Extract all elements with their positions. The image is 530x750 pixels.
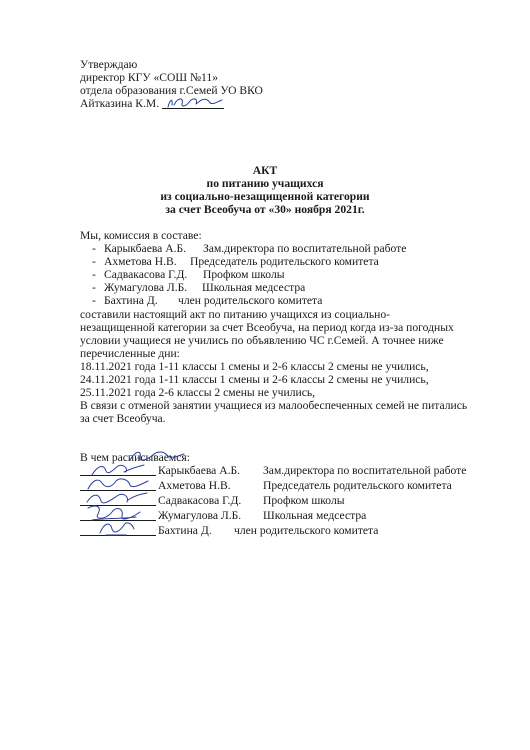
approval-line-2: директор КГУ «СОШ №11» bbox=[80, 71, 218, 84]
title-line-3: из социально-незащищенной категории bbox=[160, 190, 370, 203]
title-line-4: за счет Всеобуча от «30» ноября 2021г. bbox=[165, 203, 365, 216]
signature-5 bbox=[96, 517, 140, 539]
director-signature bbox=[164, 95, 226, 111]
commission-name: Жумагулова Л.Б. bbox=[104, 281, 188, 294]
body-line-7: 25.11.2021 года 2-6 классы 2 смены не учились, bbox=[80, 386, 316, 399]
approval-line-4: Айтказина К.М. bbox=[80, 97, 160, 110]
intro-line: Мы, комиссия в составе: bbox=[80, 229, 202, 242]
body-line-8: В связи с отменой занятии учащиеся из малообеспеченных семей не питались bbox=[80, 399, 468, 412]
signature-role: Профком школы bbox=[263, 494, 345, 507]
signature-name: Жумагулова Л.Б. bbox=[158, 509, 242, 522]
signature-name: Карыкбаева А.Б. bbox=[158, 464, 241, 477]
commission-role: Профком школы bbox=[203, 268, 285, 281]
approval-line-1: Утверждаю bbox=[80, 58, 138, 71]
commission-role: Зам.директора по воспитательной работе bbox=[203, 242, 407, 255]
commission-name: Карыкбаева А.Б. bbox=[104, 242, 187, 255]
body-line-2: незащищенной категории за счет Всеобуча, на период когда из-за погодных bbox=[80, 321, 454, 334]
commission-name: Ахметова Н.В. bbox=[104, 255, 177, 268]
body-line-9: за счет Всеобуча. bbox=[80, 412, 166, 425]
body-line-3: условии учащиеся не учились по объявлению ЧС г.Семей. А точнее ниже bbox=[80, 334, 444, 347]
title-line-1: АКТ bbox=[252, 164, 278, 177]
signature-name: Садвакасова Г.Д. bbox=[158, 494, 242, 507]
commission-role: Председатель родительского комитета bbox=[190, 255, 379, 268]
commission-role: Школьная медсестра bbox=[202, 281, 306, 294]
body-line-4: перечисленные дни: bbox=[80, 347, 180, 360]
body-line-5: 18.11.2021 года 1-11 классы 1 смены и 2-6 классы 2 смены не учились, bbox=[80, 360, 429, 373]
commission-name: Садвакасова Г.Д. bbox=[104, 268, 188, 281]
signatures-header: В чем расписываемся: bbox=[80, 451, 190, 464]
signature-name: Ахметова Н.В. bbox=[158, 479, 231, 492]
body-line-6: 24.11.2021 года 1-11 классы 1 смены и 2-6 классы 2 смены не учились, bbox=[80, 373, 429, 386]
approval-line-3: отдела образования г.Семей УО ВКО bbox=[80, 84, 263, 97]
signature-role: Зам.директора по воспитательной работе bbox=[263, 464, 467, 477]
title-line-2: по питанию учащихся bbox=[206, 177, 324, 190]
body-line-1: составили настоящий акт по питанию учащихся из социально- bbox=[80, 308, 391, 321]
commission-name: Бахтина Д. bbox=[104, 294, 158, 307]
signature-name: Бахтина Д. bbox=[158, 524, 212, 537]
commission-role: член родительского комитета bbox=[178, 294, 323, 307]
signature-role: член родительского комитета bbox=[234, 524, 379, 537]
signature-role: Школьная медсестра bbox=[263, 509, 367, 522]
signature-role: Председатель родительского комитета bbox=[263, 479, 452, 492]
